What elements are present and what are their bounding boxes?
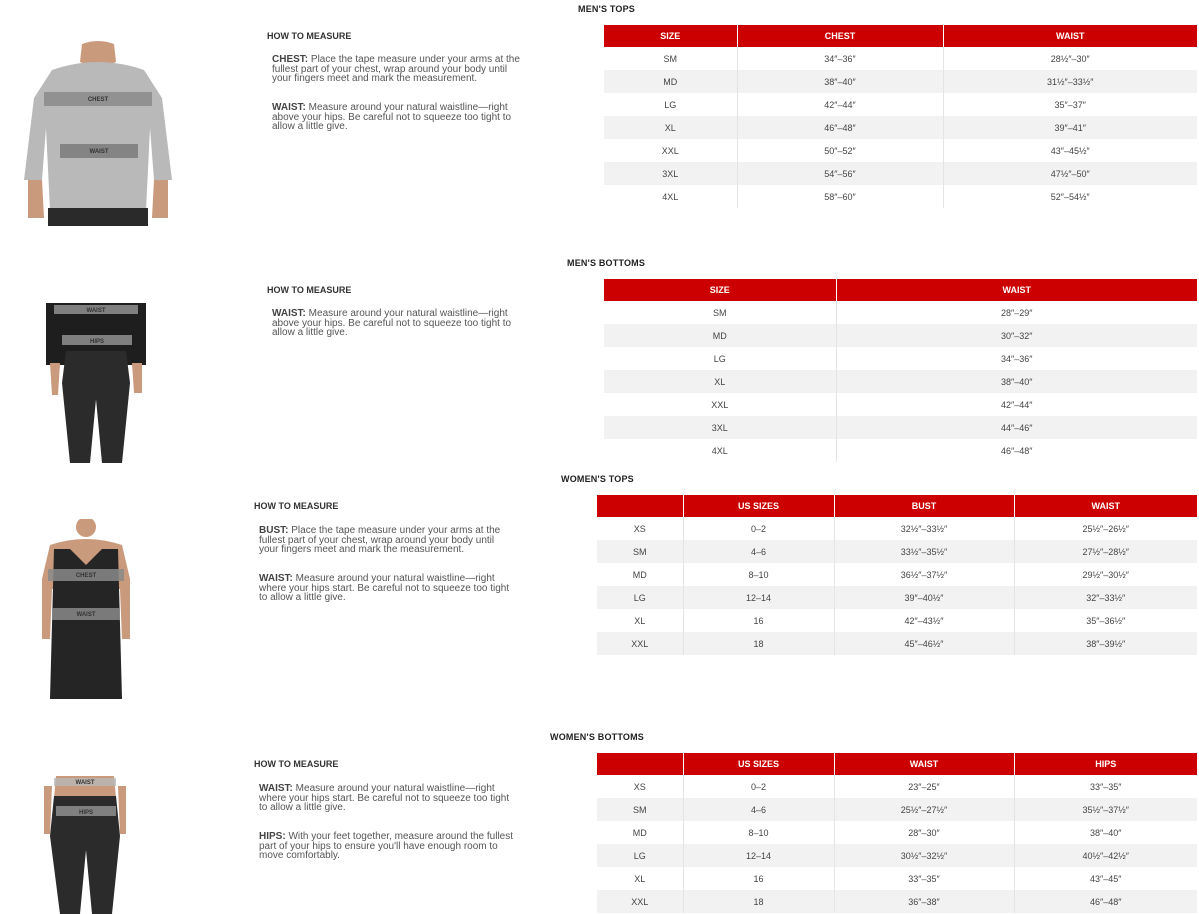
column-header: WAIST bbox=[834, 753, 1014, 775]
table-cell: 23″–25″ bbox=[834, 775, 1014, 798]
table-cell: 18 bbox=[683, 632, 834, 655]
table-cell: 38″–40″ bbox=[836, 370, 1197, 393]
table-cell: 42″–44″ bbox=[737, 93, 943, 116]
how-to-measure-heading: HOW TO MEASURE bbox=[254, 501, 339, 511]
table-cell: XXL bbox=[597, 890, 683, 913]
column-header: CHEST bbox=[737, 25, 943, 47]
table-row bbox=[597, 844, 1197, 867]
table-row bbox=[604, 139, 1197, 162]
table-header-row bbox=[597, 753, 1197, 775]
table-row bbox=[604, 162, 1197, 185]
table-cell: SM bbox=[597, 798, 683, 821]
table-row bbox=[597, 798, 1197, 821]
womens-tops-size-table bbox=[597, 495, 1197, 655]
table-row bbox=[604, 416, 1197, 439]
table-cell: 40½″–42½″ bbox=[1014, 844, 1197, 867]
table-row bbox=[604, 93, 1197, 116]
table-cell: 50″–52″ bbox=[737, 139, 943, 162]
hips-instructions bbox=[259, 832, 515, 861]
column-header: SIZE bbox=[604, 279, 836, 301]
table-cell: XL bbox=[597, 867, 683, 890]
column-header: US SIZES bbox=[683, 753, 834, 775]
table-cell: 12–14 bbox=[683, 844, 834, 867]
instruction-label: WAIST: bbox=[272, 308, 306, 319]
column-header: WAIST bbox=[836, 279, 1197, 301]
table-cell: LG bbox=[604, 347, 836, 370]
table-cell: 16 bbox=[683, 609, 834, 632]
table-row bbox=[604, 393, 1197, 416]
table-cell: 54″–56″ bbox=[737, 162, 943, 185]
table-cell: 36½″–37½″ bbox=[834, 563, 1014, 586]
mens-tops-size-table bbox=[604, 25, 1197, 208]
table-cell: 42″–43½″ bbox=[834, 609, 1014, 632]
table-cell: 36″–38″ bbox=[834, 890, 1014, 913]
table-cell: 35½″–37½″ bbox=[1014, 798, 1197, 821]
table-cell: 39″–41″ bbox=[943, 116, 1197, 139]
column-header: WAIST bbox=[1014, 495, 1197, 517]
table-cell: XS bbox=[597, 517, 683, 540]
instruction-text: Measure around your natural waistline—right above your hips. Be careful not to squeeze too tight to allow a little give. bbox=[272, 308, 512, 339]
section-title: WOMEN'S BOTTOMS bbox=[550, 732, 644, 742]
table-cell: MD bbox=[597, 821, 683, 844]
womens-bottoms-figure bbox=[40, 776, 130, 914]
table-cell: SM bbox=[604, 301, 836, 324]
table-cell: 45″–46½″ bbox=[834, 632, 1014, 655]
table-cell: 34″–36″ bbox=[737, 47, 943, 70]
instruction-text: Measure around your natural waistline—right where your hips start. Be careful not to squeeze too tight to allow a little give. bbox=[259, 573, 510, 604]
table-row bbox=[597, 586, 1197, 609]
table-row bbox=[597, 632, 1197, 655]
table-row bbox=[604, 370, 1197, 393]
table-cell: 25½″–26½″ bbox=[1014, 517, 1197, 540]
table-row bbox=[597, 609, 1197, 632]
table-cell: 31½″–33½″ bbox=[943, 70, 1197, 93]
table-cell: XL bbox=[604, 116, 737, 139]
waist-instructions bbox=[272, 309, 528, 338]
table-cell: LG bbox=[604, 93, 737, 116]
waist-instructions bbox=[259, 784, 515, 813]
table-row bbox=[604, 301, 1197, 324]
table-cell: XXL bbox=[597, 632, 683, 655]
table-cell: 58″–60″ bbox=[737, 185, 943, 208]
instruction-text: Place the tape measure under your arms at the fullest part of your chest, wrap around your body until your fingers meet and mark the measurement. bbox=[272, 54, 520, 85]
table-cell: 32″–33½″ bbox=[1014, 586, 1197, 609]
table-cell: 47½″–50″ bbox=[943, 162, 1197, 185]
table-cell: 4XL bbox=[604, 185, 737, 208]
waist-band-label: WAIST bbox=[86, 308, 106, 314]
table-cell: 33″–35″ bbox=[834, 867, 1014, 890]
section-title: MEN'S BOTTOMS bbox=[567, 258, 646, 268]
table-cell: 30½″–32½″ bbox=[834, 844, 1014, 867]
table-header-row bbox=[604, 279, 1197, 301]
table-row bbox=[604, 324, 1197, 347]
column-header: SIZE bbox=[604, 25, 737, 47]
table-cell: 39″–40½″ bbox=[834, 586, 1014, 609]
instruction-label: WAIST: bbox=[259, 573, 293, 584]
how-to-measure-heading: HOW TO MEASURE bbox=[254, 759, 339, 769]
chest-instructions bbox=[272, 55, 528, 84]
womens-bottoms-section bbox=[0, 728, 1199, 914]
table-row bbox=[597, 563, 1197, 586]
table-row bbox=[597, 821, 1197, 844]
table-row bbox=[597, 540, 1197, 563]
table-cell: 0–2 bbox=[683, 517, 834, 540]
waist-band-label: WAIST bbox=[76, 612, 96, 618]
table-row bbox=[597, 890, 1197, 913]
table-cell: 30″–32″ bbox=[836, 324, 1197, 347]
table-cell: 29½″–30½″ bbox=[1014, 563, 1197, 586]
chest-band-label: CHEST bbox=[87, 97, 109, 103]
mens-bottoms-section bbox=[0, 254, 1199, 466]
table-cell: 3XL bbox=[604, 416, 836, 439]
table-cell: 28½″–30″ bbox=[943, 47, 1197, 70]
table-cell: 35″–37″ bbox=[943, 93, 1197, 116]
table-cell: 4XL bbox=[604, 439, 836, 462]
waist-instructions bbox=[259, 574, 515, 603]
instruction-text: Measure around your natural waistline—right above your hips. Be careful not to squeeze too tight to allow a little give. bbox=[272, 102, 512, 133]
table-cell: XL bbox=[597, 609, 683, 632]
table-row bbox=[604, 185, 1197, 208]
table-cell: 38″–39½″ bbox=[1014, 632, 1197, 655]
table-row bbox=[604, 116, 1197, 139]
table-cell: MD bbox=[597, 563, 683, 586]
table-cell: 35″–36½″ bbox=[1014, 609, 1197, 632]
column-header bbox=[597, 753, 683, 775]
bust-instructions bbox=[259, 526, 515, 555]
table-cell: 42″–44″ bbox=[836, 393, 1197, 416]
table-cell: 44″–46″ bbox=[836, 416, 1197, 439]
table-row bbox=[604, 439, 1197, 462]
instruction-text: Measure around your natural waistline—right where your hips start. Be careful not to squeeze too tight to allow a little give. bbox=[259, 783, 510, 814]
table-cell: 18 bbox=[683, 890, 834, 913]
table-cell: 28″–30″ bbox=[834, 821, 1014, 844]
table-cell: XS bbox=[597, 775, 683, 798]
table-cell: 33″–35″ bbox=[1014, 775, 1197, 798]
section-title: MEN'S TOPS bbox=[578, 4, 635, 14]
table-row bbox=[597, 775, 1197, 798]
table-cell: 33½″–35½″ bbox=[834, 540, 1014, 563]
how-to-measure-heading: HOW TO MEASURE bbox=[267, 31, 352, 41]
section-title: WOMEN'S TOPS bbox=[561, 474, 634, 484]
table-cell: XXL bbox=[604, 139, 737, 162]
table-row bbox=[604, 347, 1197, 370]
waist-band-label: WAIST bbox=[89, 149, 109, 155]
chest-band-label: CHEST bbox=[75, 573, 97, 579]
table-cell: 46″–48″ bbox=[737, 116, 943, 139]
waist-instructions bbox=[272, 103, 528, 132]
instruction-label: HIPS: bbox=[259, 831, 286, 842]
instruction-label: WAIST: bbox=[259, 783, 293, 794]
table-cell: 12–14 bbox=[683, 586, 834, 609]
table-row bbox=[604, 70, 1197, 93]
table-cell: 46″–48″ bbox=[1014, 890, 1197, 913]
column-header bbox=[597, 495, 683, 517]
how-to-measure-heading: HOW TO MEASURE bbox=[267, 285, 352, 295]
table-cell: MD bbox=[604, 324, 836, 347]
table-cell: 8–10 bbox=[683, 821, 834, 844]
table-cell: 0–2 bbox=[683, 775, 834, 798]
table-cell: SM bbox=[597, 540, 683, 563]
table-row bbox=[597, 517, 1197, 540]
table-cell: LG bbox=[597, 586, 683, 609]
womens-tops-figure bbox=[30, 519, 142, 699]
table-row bbox=[597, 867, 1197, 890]
table-row bbox=[604, 47, 1197, 70]
instruction-text: With your feet together, measure around the fullest part of your hips to ensure you'll have enough room to move comfortably. bbox=[259, 831, 514, 862]
table-cell: 4–6 bbox=[683, 798, 834, 821]
mens-bottoms-size-table bbox=[604, 279, 1197, 462]
table-cell: 25½″–27½″ bbox=[834, 798, 1014, 821]
instruction-label: CHEST: bbox=[272, 54, 309, 65]
table-cell: 16 bbox=[683, 867, 834, 890]
table-cell: 38″–40″ bbox=[737, 70, 943, 93]
table-cell: MD bbox=[604, 70, 737, 93]
column-header: BUST bbox=[834, 495, 1014, 517]
table-cell: 43″–45″ bbox=[1014, 867, 1197, 890]
table-cell: SM bbox=[604, 47, 737, 70]
table-cell: 27½″–28½″ bbox=[1014, 540, 1197, 563]
table-cell: LG bbox=[597, 844, 683, 867]
table-cell: 32½″–33½″ bbox=[834, 517, 1014, 540]
instruction-label: WAIST: bbox=[272, 102, 306, 113]
womens-tops-section bbox=[0, 470, 1199, 710]
mens-tops-section bbox=[0, 0, 1199, 240]
column-header: HIPS bbox=[1014, 753, 1197, 775]
mens-bottoms-figure bbox=[46, 303, 146, 463]
table-header-row bbox=[604, 25, 1197, 47]
table-cell: 52″–54½″ bbox=[943, 185, 1197, 208]
mens-tops-figure bbox=[22, 40, 174, 226]
table-cell: 3XL bbox=[604, 162, 737, 185]
table-cell: 46″–48″ bbox=[836, 439, 1197, 462]
table-cell: 4–6 bbox=[683, 540, 834, 563]
column-header: US SIZES bbox=[683, 495, 834, 517]
hips-band-label: HIPS bbox=[78, 810, 94, 816]
table-cell: XXL bbox=[604, 393, 836, 416]
womens-bottoms-size-table bbox=[597, 753, 1197, 913]
column-header: WAIST bbox=[943, 25, 1197, 47]
table-header-row bbox=[597, 495, 1197, 517]
table-cell: 43″–45½″ bbox=[943, 139, 1197, 162]
hips-band-label: HIPS bbox=[89, 339, 105, 345]
table-cell: 28″–29″ bbox=[836, 301, 1197, 324]
waist-band-label: WAIST bbox=[75, 780, 95, 786]
instruction-label: BUST: bbox=[259, 525, 289, 536]
table-cell: XL bbox=[604, 370, 836, 393]
table-cell: 38″–40″ bbox=[1014, 821, 1197, 844]
table-cell: 8–10 bbox=[683, 563, 834, 586]
instruction-text: Place the tape measure under your arms at the fullest part of your chest, wrap around your body until your fingers meet and mark the measurement. bbox=[259, 525, 501, 556]
table-cell: 34″–36″ bbox=[836, 347, 1197, 370]
